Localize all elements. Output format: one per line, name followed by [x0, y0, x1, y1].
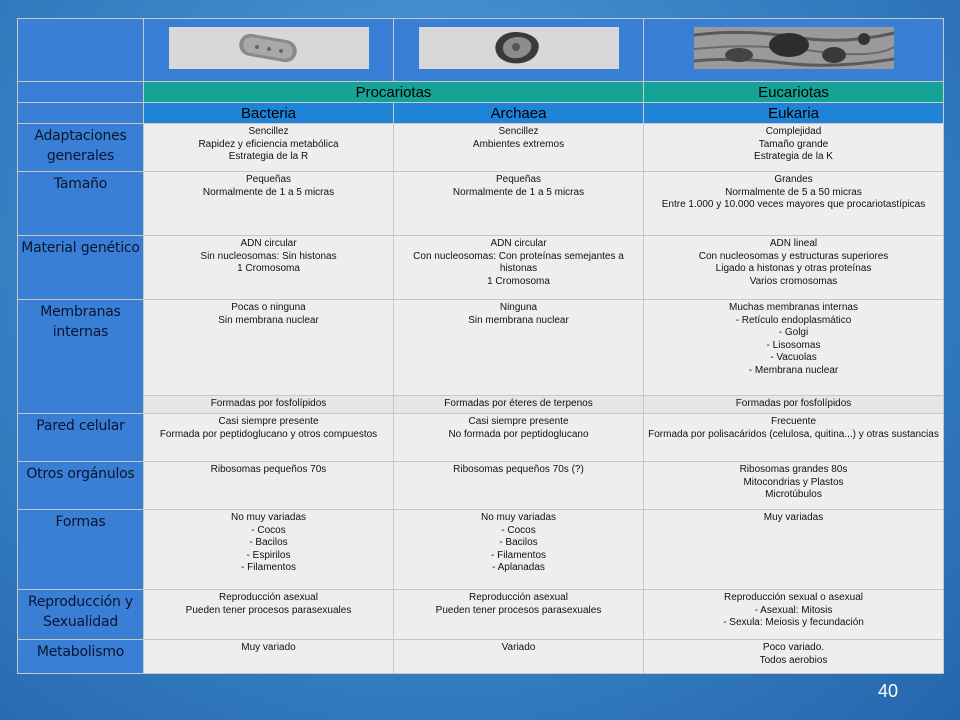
kingdom-archaea: Archaea — [394, 103, 644, 124]
cell-line: Reproducción asexual — [469, 592, 568, 603]
table-cell — [144, 414, 394, 462]
page-number: 40 — [878, 681, 899, 701]
cell-line: Sin nucleosomas: Sin histonas — [200, 250, 337, 262]
row-header: Material genético — [18, 236, 144, 300]
domain-corner — [18, 82, 144, 103]
cell-line: 1 Cromosoma — [487, 275, 550, 287]
table-cell — [394, 300, 644, 396]
cell-line: Estrategia de la R — [228, 151, 309, 162]
domain-header-row — [18, 82, 944, 103]
table-cell — [394, 124, 644, 172]
cell-line: Con nucleosomas y estructuras superiores — [698, 250, 889, 262]
cell-line: Entre 1.000 y 10.000 veces mayores que procariotastípicas — [661, 199, 926, 210]
cell-line: Ribosomas pequeños 70s — [210, 464, 327, 475]
cell-line: No muy variadas — [230, 512, 307, 523]
cell-line: Ninguna — [499, 302, 538, 313]
row-header: Reproducción y Sexualidad — [18, 590, 144, 640]
cell-line: ADN circular — [490, 238, 547, 249]
row-header: Tamaño — [18, 172, 144, 236]
cell-line: Frecuente — [770, 416, 817, 427]
cell-line: Todos aerobios — [759, 654, 828, 666]
cell-line: - Membrana nuclear — [748, 364, 839, 376]
micrograph-row — [18, 19, 944, 82]
table-row — [18, 236, 944, 300]
cell-line: No muy variadas — [480, 512, 557, 523]
table-cell — [394, 590, 644, 640]
kingdom-bacteria: Bacteria — [144, 103, 394, 124]
row-header: Formas — [18, 510, 144, 590]
cell-line: Casi siempre presente — [218, 416, 319, 427]
cell-line: Pueden tener procesos parasexuales — [185, 604, 352, 616]
bacteria-image-cell — [144, 19, 394, 82]
domain-eucariotas: Eucariotas — [644, 82, 944, 103]
cell-line: Pequeñas — [245, 174, 292, 185]
table-cell — [644, 640, 944, 674]
table-cell — [144, 510, 394, 590]
cell-line: Varios cromosomas — [749, 275, 838, 287]
cell-line: Normalmente de 5 a 50 micras — [725, 186, 862, 198]
table-cell — [394, 462, 644, 510]
kingdom-header-row — [18, 103, 944, 124]
cell-line: ADN circular — [240, 238, 297, 249]
cell-line: Tamaño grande — [758, 138, 829, 150]
cell-line: Formada por peptidoglucano y otros compuestos — [159, 428, 378, 440]
table-cell — [644, 590, 944, 640]
cell-line: No formada por peptidoglucano — [448, 428, 589, 440]
cell-line: - Cocos — [501, 524, 536, 536]
table-cell — [144, 462, 394, 510]
cell-line: Formadas por fosfolípidos — [210, 398, 327, 410]
archaea-image-cell — [394, 19, 644, 82]
domain-procariotas: Procariotas — [144, 82, 644, 103]
table-cell — [644, 124, 944, 172]
kingdom-corner — [18, 103, 144, 124]
row-header: Pared celular — [18, 414, 144, 462]
cell-line: - Bacilos — [249, 537, 288, 548]
cell-line: - Asexual: Mitosis — [754, 604, 833, 616]
table-cell — [644, 510, 944, 590]
cell-line: - Sexula: Meiosis y fecundación — [723, 617, 864, 628]
table-cell — [144, 640, 394, 674]
cell-line: Ribosomas pequeños 70s (?) — [453, 464, 584, 475]
table-cell — [144, 590, 394, 640]
cell-line: - Cocos — [251, 524, 286, 536]
cell-line: - Golgi — [778, 327, 809, 338]
table-row — [18, 414, 944, 462]
cell-line: Ambientes extremos — [472, 138, 565, 150]
cell-line: Casi siempre presente — [468, 416, 569, 427]
table-row — [18, 590, 944, 640]
table-cell — [644, 236, 944, 300]
cell-line: Formadas por fosfolípidos — [735, 398, 852, 410]
cell-line: Pueden tener procesos parasexuales — [435, 604, 602, 616]
table-cell — [644, 172, 944, 236]
cell-line: Estrategia de la K — [754, 151, 833, 162]
table-cell — [144, 396, 394, 414]
row-header: Adaptaciones generales — [18, 124, 144, 172]
cell-line: Con nucleosomas: Con proteínas semejantes a histonas — [413, 250, 624, 274]
table-cell — [394, 172, 644, 236]
cell-line: Ligado a histonas y otras proteínas — [715, 263, 872, 274]
cell-line: Ribosomas grandes 80s — [739, 464, 848, 475]
cell-line: Complejidad — [765, 126, 822, 137]
cell-line: Sencillez — [248, 126, 289, 137]
cell-line: Formada por polisacáridos (celulosa, quitina...) y otras sustancias — [648, 428, 939, 440]
row-header: Metabolismo — [18, 640, 144, 674]
table-cell — [394, 414, 644, 462]
eukaria-image-cell — [644, 19, 944, 82]
cell-line: Muchas membranas internas — [729, 302, 858, 313]
cell-line: Grandes — [774, 174, 813, 185]
table-cell — [394, 396, 644, 414]
cell-line: Muy variado — [241, 642, 296, 653]
cell-line: ADN lineal — [769, 238, 818, 249]
cell-line: Reproducción sexual o asexual — [724, 592, 863, 603]
table-cell — [394, 640, 644, 674]
cell-line: - Vacuolas — [770, 352, 817, 363]
table-cell — [144, 172, 394, 236]
cell-line: - Retículo endoplasmático — [735, 314, 852, 326]
cell-line: Normalmente de 1 a 5 micras — [452, 186, 585, 198]
table-cell — [644, 462, 944, 510]
table-row — [18, 124, 944, 172]
row-header: Otros orgánulos — [18, 462, 144, 510]
row-header: Membranas internas — [18, 300, 144, 414]
cell-line: Pocas o ninguna — [231, 302, 306, 313]
table-row — [18, 510, 944, 590]
cell-line: Rapidez y eficiencia metabólica — [198, 138, 339, 150]
cell-line: Poco variado. — [762, 642, 825, 653]
cell-line: Microtúbulos — [765, 489, 822, 500]
cell-line: Formadas por éteres de terpenos — [444, 398, 593, 410]
table-row — [18, 172, 944, 236]
eukaryotic-cell-micrograph-icon — [694, 27, 894, 69]
cell-line: - Filamentos — [490, 549, 546, 561]
cell-line: Reproducción asexual — [219, 592, 318, 603]
table-cell — [644, 300, 944, 396]
bacterium-micrograph-icon — [169, 27, 369, 69]
table-cell — [144, 300, 394, 396]
cell-line: Variado — [501, 642, 536, 653]
table-cell — [644, 414, 944, 462]
table-cell — [644, 396, 944, 414]
table-cell — [394, 236, 644, 300]
cell-line: Mitocondrias y Plastos — [743, 476, 844, 488]
cell-line: - Bacilos — [499, 537, 538, 548]
cell-line: Sencillez — [498, 126, 539, 137]
cell-line: - Aplanadas — [492, 562, 545, 573]
table-row — [18, 396, 944, 414]
cell-line: Muy variadas — [763, 512, 824, 523]
cell-line: - Espirilos — [246, 549, 291, 561]
header-corner — [18, 19, 144, 82]
table-row — [18, 300, 944, 396]
cell-line: Pequeñas — [495, 174, 542, 185]
cell-line: 1 Cromosoma — [237, 263, 300, 274]
cell-line: - Filamentos — [240, 562, 296, 573]
table-row — [18, 640, 944, 674]
table-cell — [144, 236, 394, 300]
archaeon-micrograph-icon — [419, 27, 619, 69]
table-row — [18, 462, 944, 510]
cell-line: Sin membrana nuclear — [468, 314, 569, 326]
table-cell — [144, 124, 394, 172]
cell-line: Sin membrana nuclear — [218, 314, 319, 326]
table-cell — [394, 510, 644, 590]
comparison-table — [17, 18, 944, 674]
kingdom-eukaria: Eukaria — [644, 103, 944, 124]
cell-line: - Lisosomas — [766, 339, 821, 351]
cell-line: Normalmente de 1 a 5 micras — [202, 186, 335, 198]
